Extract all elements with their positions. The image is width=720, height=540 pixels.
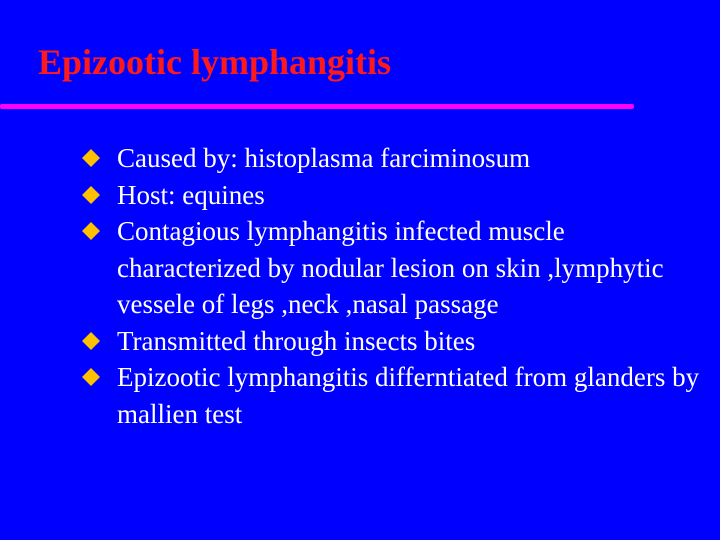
bullet-item [80,323,710,360]
slide-title: Epizootic lymphangitis [38,42,392,82]
bullet-item [80,213,710,323]
bullet-text: Contagious lymphangitis infected muscle characterized by nodular lesion on skin ,lymphytic vessele of legs ,neck ,nasal passage [117,216,664,319]
diamond-bullet-icon [82,186,100,204]
diamond-bullet-icon [82,149,100,167]
bullet-item [80,177,710,214]
bullet-item [80,140,710,177]
bullet-text: Host: equines [117,179,265,210]
bullet-item [80,359,710,432]
bullet-list [80,140,710,432]
diamond-bullet-icon [82,332,100,350]
diamond-bullet-icon [82,368,100,386]
bullet-text: Caused by: histoplasma farciminosum [117,143,531,173]
diamond-bullet-icon [82,222,100,240]
title-divider [0,104,634,109]
bullet-text: Epizootic lymphangitis differntiated from glanders by mallien test [117,362,700,429]
bullet-text: Transmitted through insects bites [117,325,476,356]
